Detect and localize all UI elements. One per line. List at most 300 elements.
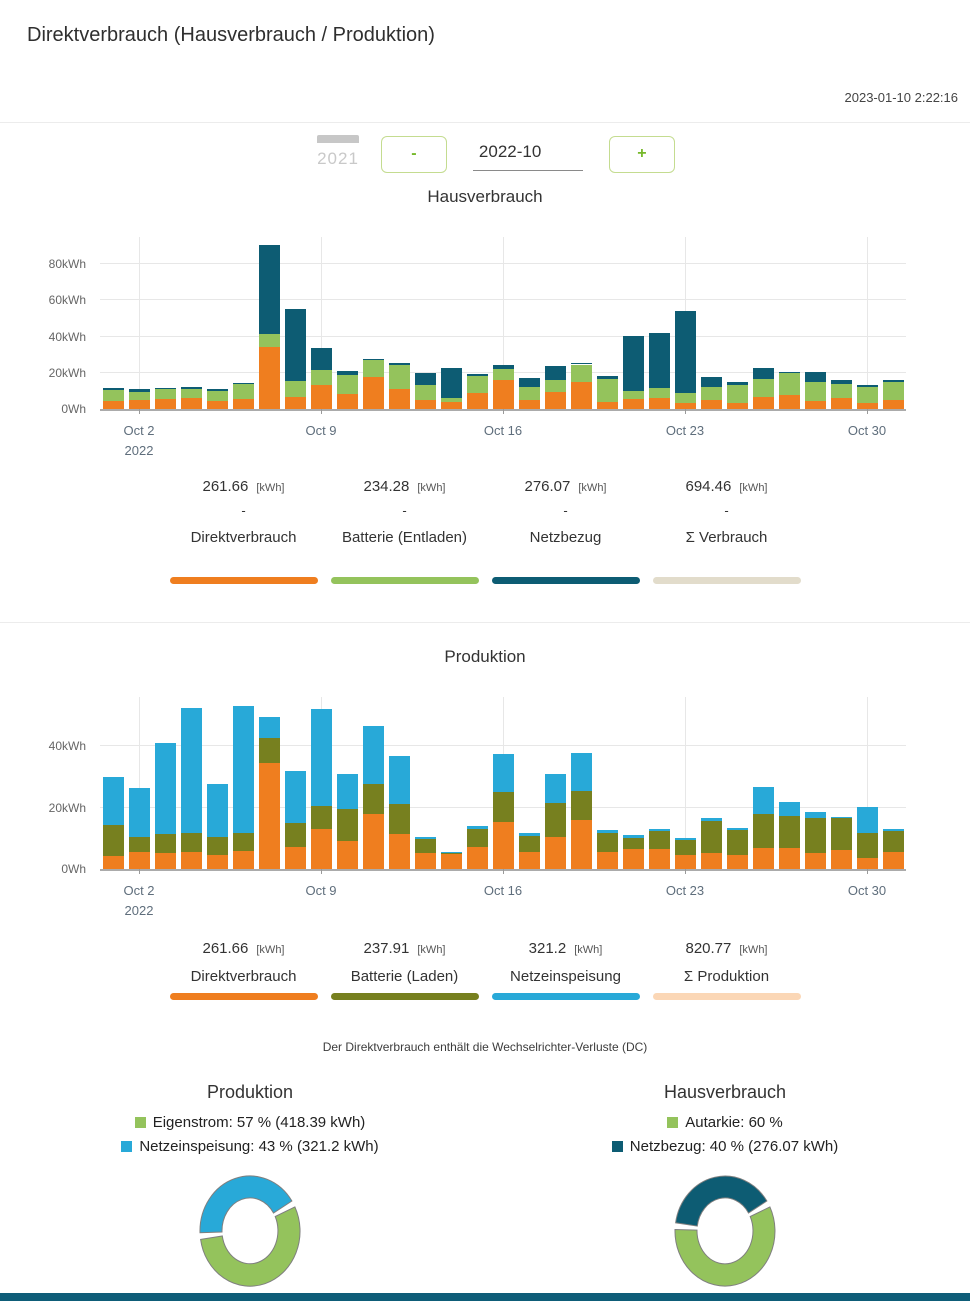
bar-segment-direktverbrauch[interactable] — [233, 851, 254, 869]
legend-separator: - — [402, 503, 407, 518]
bar-segment-direktverbrauch[interactable] — [467, 847, 488, 869]
pie-legend-item[interactable] — [60, 1135, 440, 1159]
bar-day-11[interactable] — [363, 359, 384, 409]
legend-color-bar — [170, 577, 318, 584]
bar-segment-netzeinspeisung[interactable] — [571, 753, 592, 791]
bar-segment-netzbezug[interactable] — [285, 309, 306, 381]
bar-day-7[interactable] — [259, 245, 280, 409]
bar-segment-batterie-entladen-[interactable] — [623, 391, 644, 399]
bar-segment-batterie-entladen-[interactable] — [753, 379, 774, 397]
bar-segment-batterie-entladen-[interactable] — [727, 385, 748, 403]
bar-segment-batterie-laden-[interactable] — [805, 818, 826, 852]
bar-segment-netzbezug[interactable] — [545, 366, 566, 380]
timestamp: 2023-01-10 2:22:16 — [844, 90, 958, 105]
bar-segment-netzbezug[interactable] — [727, 382, 748, 385]
bar-segment-direktverbrauch[interactable] — [493, 822, 514, 869]
bar-segment-netzeinspeisung[interactable] — [701, 818, 722, 821]
bar-segment-direktverbrauch[interactable] — [753, 848, 774, 869]
bar-day-24[interactable] — [701, 377, 722, 409]
bar-segment-direktverbrauch[interactable] — [857, 403, 878, 409]
bar-segment-batterie-entladen-[interactable] — [259, 334, 280, 347]
bar-segment-netzeinspeisung[interactable] — [155, 743, 176, 834]
bar-day-9[interactable] — [311, 348, 332, 409]
bar-segment-netzbezug[interactable] — [649, 333, 670, 388]
bar-segment-netzeinspeisung[interactable] — [363, 726, 384, 783]
bar-segment-direktverbrauch[interactable] — [779, 395, 800, 409]
bar-segment-netzbezug[interactable] — [883, 380, 904, 382]
bar-segment-netzbezug[interactable] — [389, 363, 410, 365]
bar-segment-batterie-laden-[interactable] — [857, 833, 878, 858]
bar-segment-netzbezug[interactable] — [779, 372, 800, 374]
legend-item[interactable] — [646, 478, 807, 584]
bar-day-18[interactable] — [545, 774, 566, 869]
bar-day-2[interactable] — [129, 389, 150, 409]
bar-segment-batterie-entladen-[interactable] — [233, 384, 254, 399]
bar-segment-netzbezug[interactable] — [103, 388, 124, 390]
bar-day-20[interactable] — [597, 376, 618, 409]
produktion-chart-title: Produktion — [444, 647, 526, 666]
bar-segment-batterie-laden-[interactable] — [675, 840, 696, 855]
bar-segment-batterie-laden-[interactable] — [415, 839, 436, 853]
bar-segment-direktverbrauch[interactable] — [545, 837, 566, 869]
bar-segment-netzeinspeisung[interactable] — [103, 777, 124, 825]
bar-segment-batterie-entladen-[interactable] — [649, 388, 670, 398]
bar-segment-batterie-entladen-[interactable] — [103, 390, 124, 401]
bar-day-21[interactable] — [623, 835, 644, 869]
bar-segment-direktverbrauch[interactable] — [727, 855, 748, 869]
bar-day-20[interactable] — [597, 830, 618, 869]
bar-segment-netzbezug[interactable] — [129, 389, 150, 392]
legend-value: 694.46 [kWh] — [685, 478, 768, 495]
legend-color-bar — [170, 993, 318, 1000]
bar-segment-direktverbrauch[interactable] — [857, 858, 878, 869]
produktion-legend — [163, 940, 807, 1000]
next-period-button[interactable]: + — [609, 136, 675, 173]
bar-day-11[interactable] — [363, 726, 384, 869]
bar-segment-netzeinspeisung[interactable] — [805, 812, 826, 818]
bar-segment-batterie-laden-[interactable] — [727, 830, 748, 855]
bar-segment-direktverbrauch[interactable] — [233, 399, 254, 409]
bar-segment-direktverbrauch[interactable] — [207, 401, 228, 409]
bar-segment-netzbezug[interactable] — [571, 363, 592, 364]
bar-day-4[interactable] — [181, 387, 202, 409]
hausverbrauch-chart-title: Hausverbrauch — [427, 187, 543, 206]
bar-day-26[interactable] — [753, 787, 774, 869]
bar-segment-netzbezug[interactable] — [623, 336, 644, 391]
bar-day-31[interactable] — [883, 829, 904, 869]
calendar-day-view-button[interactable] — [261, 137, 265, 171]
previous-period-button[interactable]: - — [381, 136, 447, 173]
bar-segment-direktverbrauch[interactable] — [571, 820, 592, 869]
bar-segment-batterie-entladen-[interactable] — [363, 360, 384, 376]
bar-day-30[interactable] — [857, 385, 878, 409]
bar-segment-batterie-entladen-[interactable] — [571, 365, 592, 382]
bar-day-17[interactable] — [519, 833, 540, 869]
legend-separator: - — [724, 503, 729, 518]
bar-segment-batterie-entladen-[interactable] — [441, 398, 462, 402]
bar-day-16[interactable] — [493, 365, 514, 409]
bar-segment-netzeinspeisung[interactable] — [389, 756, 410, 804]
bar-day-13[interactable] — [415, 837, 436, 869]
bar-segment-direktverbrauch[interactable] — [441, 854, 462, 869]
bar-segment-batterie-entladen-[interactable] — [701, 387, 722, 400]
x-tick — [685, 409, 686, 414]
bar-segment-netzbezug[interactable] — [181, 387, 202, 389]
bar-segment-direktverbrauch[interactable] — [467, 393, 488, 409]
pie-legend-label: Netzbezug: 40 % (276.07 kWh) — [629, 1138, 839, 1155]
bar-segment-direktverbrauch[interactable] — [779, 848, 800, 869]
bar-segment-direktverbrauch[interactable] — [649, 398, 670, 409]
bar-day-8[interactable] — [285, 309, 306, 409]
produktion-chart — [100, 697, 906, 871]
bar-segment-netzbezug[interactable] — [233, 383, 254, 384]
bar-segment-netzeinspeisung[interactable] — [259, 717, 280, 737]
bar-segment-direktverbrauch[interactable] — [441, 402, 462, 409]
bar-segment-batterie-entladen-[interactable] — [857, 387, 878, 404]
bar-segment-batterie-entladen-[interactable] — [493, 369, 514, 380]
bar-day-29[interactable] — [831, 818, 852, 869]
bar-day-8[interactable] — [285, 771, 306, 869]
bar-day-15[interactable] — [467, 374, 488, 409]
bar-segment-direktverbrauch[interactable] — [519, 852, 540, 869]
legend-item[interactable] — [485, 940, 646, 1000]
bar-segment-direktverbrauch[interactable] — [129, 400, 150, 409]
y-tick-label: 80kWh — [48, 257, 86, 272]
bar-segment-direktverbrauch[interactable] — [727, 403, 748, 409]
bar-segment-netzbezug[interactable] — [597, 376, 618, 378]
bar-segment-batterie-laden-[interactable] — [571, 791, 592, 820]
bar-segment-netzeinspeisung[interactable] — [779, 802, 800, 816]
bar-segment-batterie-entladen-[interactable] — [805, 382, 826, 401]
bar-day-15[interactable] — [467, 826, 488, 869]
bar-segment-direktverbrauch[interactable] — [415, 400, 436, 409]
bar-segment-netzbezug[interactable] — [831, 380, 852, 384]
bar-segment-netzeinspeisung[interactable] — [831, 817, 852, 818]
x-tick-label: Oct 30 — [847, 423, 887, 438]
legend-color-bar — [492, 993, 640, 1000]
bar-segment-netzbezug[interactable] — [675, 311, 696, 392]
bar-segment-batterie-entladen-[interactable] — [285, 381, 306, 397]
bar-segment-batterie-entladen-[interactable] — [415, 385, 436, 399]
bar-segment-direktverbrauch[interactable] — [259, 347, 280, 409]
bar-segment-netzeinspeisung[interactable] — [519, 833, 540, 835]
bar-segment-batterie-entladen-[interactable] — [337, 375, 358, 394]
bar-segment-netzbezug[interactable] — [519, 378, 540, 387]
bar-day-19[interactable] — [571, 363, 592, 409]
bar-segment-direktverbrauch[interactable] — [493, 380, 514, 409]
legend-value: 261.66 [kWh] — [202, 478, 285, 495]
pie-legend-item[interactable] — [535, 1135, 915, 1159]
bar-segment-batterie-laden-[interactable] — [337, 809, 358, 841]
legend-label: Direktverbrauch — [190, 968, 297, 985]
bar-segment-batterie-laden-[interactable] — [649, 831, 670, 849]
bar-day-7[interactable] — [259, 717, 280, 869]
bar-day-22[interactable] — [649, 829, 670, 869]
bar-day-18[interactable] — [545, 366, 566, 409]
bar-segment-batterie-laden-[interactable] — [129, 837, 150, 852]
bar-segment-direktverbrauch[interactable] — [753, 397, 774, 409]
bar-day-9[interactable] — [311, 709, 332, 869]
bar-segment-direktverbrauch[interactable] — [363, 814, 384, 869]
bar-segment-batterie-entladen-[interactable] — [181, 389, 202, 398]
bar-segment-direktverbrauch[interactable] — [415, 853, 436, 869]
bar-segment-batterie-laden-[interactable] — [883, 831, 904, 852]
bar-segment-netzbezug[interactable] — [701, 377, 722, 388]
header-divider — [0, 122, 970, 123]
bar-day-16[interactable] — [493, 754, 514, 869]
bar-segment-direktverbrauch[interactable] — [389, 834, 410, 869]
bar-day-26[interactable] — [753, 368, 774, 409]
calendar-month-view-button[interactable] — [297, 133, 301, 175]
bar-segment-netzeinspeisung[interactable] — [181, 708, 202, 832]
bar-segment-direktverbrauch[interactable] — [155, 853, 176, 869]
bar-segment-netzeinspeisung[interactable] — [857, 807, 878, 832]
bar-day-13[interactable] — [415, 373, 436, 409]
bar-segment-netzeinspeisung[interactable] — [753, 787, 774, 814]
legend-item[interactable] — [485, 478, 646, 584]
bar-segment-netzeinspeisung[interactable] — [597, 830, 618, 832]
bar-day-24[interactable] — [701, 818, 722, 869]
bar-segment-direktverbrauch[interactable] — [103, 856, 124, 869]
legend-label: Σ Produktion — [683, 968, 770, 985]
bar-segment-netzbezug[interactable] — [337, 371, 358, 374]
bar-day-27[interactable] — [779, 372, 800, 409]
bar-segment-batterie-entladen-[interactable] — [831, 384, 852, 398]
legend-item[interactable] — [646, 940, 807, 1000]
bar-segment-netzeinspeisung[interactable] — [727, 828, 748, 830]
bar-segment-netzbezug[interactable] — [363, 359, 384, 360]
bar-segment-netzbezug[interactable] — [493, 365, 514, 370]
bar-segment-direktverbrauch[interactable] — [181, 398, 202, 409]
bar-day-1[interactable] — [103, 777, 124, 869]
bar-segment-netzbezug[interactable] — [805, 372, 826, 382]
bar-day-4[interactable] — [181, 708, 202, 869]
bar-day-27[interactable] — [779, 802, 800, 869]
bar-segment-batterie-laden-[interactable] — [233, 833, 254, 851]
bar-segment-batterie-laden-[interactable] — [181, 833, 202, 852]
bar-segment-direktverbrauch[interactable] — [675, 403, 696, 409]
bar-day-25[interactable] — [727, 382, 748, 409]
footer-bar — [0, 1293, 970, 1301]
bar-segment-direktverbrauch[interactable] — [311, 829, 332, 869]
bar-segment-netzeinspeisung[interactable] — [883, 829, 904, 831]
bar-day-1[interactable] — [103, 388, 124, 409]
x-tick — [139, 869, 140, 874]
y-tick-label: 20kWh — [48, 365, 86, 380]
bar-segment-batterie-entladen-[interactable] — [519, 387, 540, 400]
bar-segment-netzbezug[interactable] — [207, 389, 228, 391]
bar-segment-netzbezug[interactable] — [753, 368, 774, 379]
bar-segment-direktverbrauch[interactable] — [805, 853, 826, 869]
bar-segment-batterie-laden-[interactable] — [311, 806, 332, 829]
bar-segment-direktverbrauch[interactable] — [571, 382, 592, 410]
bar-segment-direktverbrauch[interactable] — [129, 852, 150, 869]
bar-segment-batterie-entladen-[interactable] — [675, 393, 696, 403]
bar-segment-batterie-entladen-[interactable] — [207, 391, 228, 401]
bar-day-22[interactable] — [649, 333, 670, 409]
bar-segment-direktverbrauch[interactable] — [623, 849, 644, 869]
bar-segment-direktverbrauch[interactable] — [701, 400, 722, 409]
pie-legend-item[interactable] — [535, 1111, 915, 1135]
bar-segment-batterie-laden-[interactable] — [363, 784, 384, 815]
bar-segment-batterie-entladen-[interactable] — [311, 370, 332, 385]
bar-segment-netzeinspeisung[interactable] — [623, 835, 644, 838]
bar-segment-batterie-laden-[interactable] — [103, 825, 124, 856]
bar-segment-netzbezug[interactable] — [857, 385, 878, 386]
bar-segment-batterie-entladen-[interactable] — [389, 365, 410, 389]
bar-segment-direktverbrauch[interactable] — [701, 853, 722, 869]
bar-segment-netzbezug[interactable] — [441, 368, 462, 398]
bar-day-19[interactable] — [571, 753, 592, 869]
calendar-week-view-button[interactable] — [279, 137, 283, 171]
bar-day-14[interactable] — [441, 853, 462, 869]
bar-segment-netzeinspeisung[interactable] — [129, 788, 150, 837]
bar-segment-batterie-laden-[interactable] — [831, 818, 852, 850]
bar-day-30[interactable] — [857, 807, 878, 869]
legend-item[interactable] — [163, 940, 324, 1000]
legend-item[interactable] — [324, 940, 485, 1000]
bar-day-5[interactable] — [207, 784, 228, 869]
pie-legend-item[interactable] — [60, 1111, 440, 1135]
bar-day-17[interactable] — [519, 378, 540, 409]
bar-segment-direktverbrauch[interactable] — [103, 401, 124, 409]
bar-segment-direktverbrauch[interactable] — [311, 385, 332, 409]
bar-segment-direktverbrauch[interactable] — [545, 392, 566, 409]
bar-segment-direktverbrauch[interactable] — [623, 399, 644, 409]
hausverbrauch-donut-chart — [665, 1168, 785, 1294]
bar-segment-netzeinspeisung[interactable] — [285, 771, 306, 822]
bar-segment-netzeinspeisung[interactable] — [207, 784, 228, 837]
bar-segment-direktverbrauch[interactable] — [207, 855, 228, 869]
bar-segment-batterie-laden-[interactable] — [155, 834, 176, 853]
bar-segment-batterie-laden-[interactable] — [623, 838, 644, 849]
bar-day-6[interactable] — [233, 383, 254, 409]
bar-segment-batterie-laden-[interactable] — [701, 821, 722, 853]
bar-segment-netzbezug[interactable] — [259, 245, 280, 335]
legend-color-bar — [653, 577, 801, 584]
bar-day-21[interactable] — [623, 336, 644, 409]
x-tick-label: Oct 23 — [665, 423, 705, 438]
bar-segment-batterie-entladen-[interactable] — [883, 382, 904, 400]
bar-segment-direktverbrauch[interactable] — [155, 399, 176, 409]
legend-color-bar — [653, 993, 801, 1000]
bar-day-23[interactable] — [675, 311, 696, 409]
bar-segment-netzeinspeisung[interactable] — [467, 826, 488, 829]
bar-segment-batterie-laden-[interactable] — [545, 803, 566, 836]
bar-segment-direktverbrauch[interactable] — [337, 841, 358, 869]
bar-segment-batterie-laden-[interactable] — [285, 823, 306, 848]
bar-segment-direktverbrauch[interactable] — [519, 400, 540, 409]
legend-unit: [kWh] — [417, 482, 446, 494]
bar-segment-batterie-laden-[interactable] — [259, 738, 280, 764]
y-tick-label: 0Wh — [61, 862, 86, 876]
bar-segment-netzbezug[interactable] — [155, 388, 176, 389]
legend-item[interactable] — [163, 478, 324, 584]
bar-segment-netzbezug[interactable] — [415, 373, 436, 385]
bar-segment-direktverbrauch[interactable] — [649, 849, 670, 869]
legend-unit: [kWh] — [739, 944, 768, 956]
bar-segment-batterie-entladen-[interactable] — [597, 379, 618, 402]
bar-segment-netzeinspeisung[interactable] — [337, 774, 358, 810]
bar-segment-batterie-entladen-[interactable] — [129, 392, 150, 400]
bar-segment-batterie-entladen-[interactable] — [467, 376, 488, 393]
bar-segment-batterie-laden-[interactable] — [493, 792, 514, 823]
bar-day-28[interactable] — [805, 372, 826, 409]
bar-segment-batterie-laden-[interactable] — [467, 829, 488, 847]
legend-value: 237.91 [kWh] — [363, 940, 446, 957]
bar-day-23[interactable] — [675, 838, 696, 869]
bar-day-29[interactable] — [831, 380, 852, 409]
bar-segment-direktverbrauch[interactable] — [883, 400, 904, 409]
bar-segment-direktverbrauch[interactable] — [675, 855, 696, 869]
bar-day-12[interactable] — [389, 756, 410, 869]
bar-day-3[interactable] — [155, 388, 176, 409]
bar-segment-direktverbrauch[interactable] — [805, 401, 826, 409]
bar-segment-direktverbrauch[interactable] — [883, 852, 904, 869]
bar-segment-batterie-laden-[interactable] — [597, 833, 618, 853]
bar-segment-direktverbrauch[interactable] — [363, 377, 384, 409]
bar-segment-batterie-laden-[interactable] — [519, 836, 540, 853]
legend-item[interactable] — [324, 478, 485, 584]
calendar-year-view-button[interactable] — [315, 133, 361, 175]
bar-segment-netzeinspeisung[interactable] — [675, 838, 696, 840]
bar-segment-netzeinspeisung[interactable] — [649, 829, 670, 831]
bar-day-10[interactable] — [337, 371, 358, 409]
bar-segment-direktverbrauch[interactable] — [181, 852, 202, 869]
bar-segment-direktverbrauch[interactable] — [831, 850, 852, 869]
bar-day-5[interactable] — [207, 389, 228, 409]
bar-segment-netzbezug[interactable] — [467, 374, 488, 377]
bar-segment-direktverbrauch[interactable] — [831, 398, 852, 409]
bar-segment-batterie-laden-[interactable] — [389, 804, 410, 834]
bar-segment-netzeinspeisung[interactable] — [311, 709, 332, 806]
bar-segment-netzeinspeisung[interactable] — [233, 706, 254, 833]
bar-segment-direktverbrauch[interactable] — [597, 402, 618, 409]
bar-day-3[interactable] — [155, 743, 176, 869]
y-tick-label: 0Wh — [61, 402, 86, 416]
bar-day-12[interactable] — [389, 363, 410, 409]
bar-day-28[interactable] — [805, 812, 826, 869]
bar-segment-batterie-laden-[interactable] — [753, 814, 774, 847]
bar-day-10[interactable] — [337, 774, 358, 869]
produktion-pie-section — [60, 1082, 440, 1299]
bar-segment-direktverbrauch[interactable] — [597, 852, 618, 869]
bar-segment-batterie-laden-[interactable] — [207, 837, 228, 854]
bar-segment-batterie-laden-[interactable] — [779, 816, 800, 848]
bar-segment-direktverbrauch[interactable] — [337, 394, 358, 409]
bar-segment-direktverbrauch[interactable] — [389, 389, 410, 409]
bar-segment-netzeinspeisung[interactable] — [441, 852, 462, 853]
bar-day-25[interactable] — [727, 828, 748, 869]
bar-segment-netzeinspeisung[interactable] — [493, 754, 514, 791]
bar-segment-direktverbrauch[interactable] — [285, 397, 306, 409]
bar-segment-netzeinspeisung[interactable] — [415, 837, 436, 839]
bar-day-31[interactable] — [883, 380, 904, 409]
bar-segment-netzeinspeisung[interactable] — [545, 774, 566, 803]
bar-day-14[interactable] — [441, 368, 462, 409]
bar-segment-direktverbrauch[interactable] — [259, 763, 280, 869]
bar-segment-batterie-entladen-[interactable] — [155, 389, 176, 399]
bar-segment-netzbezug[interactable] — [311, 348, 332, 370]
bar-segment-batterie-laden-[interactable] — [441, 853, 462, 855]
bar-segment-batterie-entladen-[interactable] — [545, 380, 566, 392]
bar-day-2[interactable] — [129, 788, 150, 869]
x-tick-label: Oct 16 — [483, 423, 523, 438]
bar-segment-direktverbrauch[interactable] — [285, 847, 306, 869]
bar-day-6[interactable] — [233, 706, 254, 869]
period-input[interactable] — [473, 137, 583, 171]
bar-segment-batterie-entladen-[interactable] — [779, 373, 800, 395]
